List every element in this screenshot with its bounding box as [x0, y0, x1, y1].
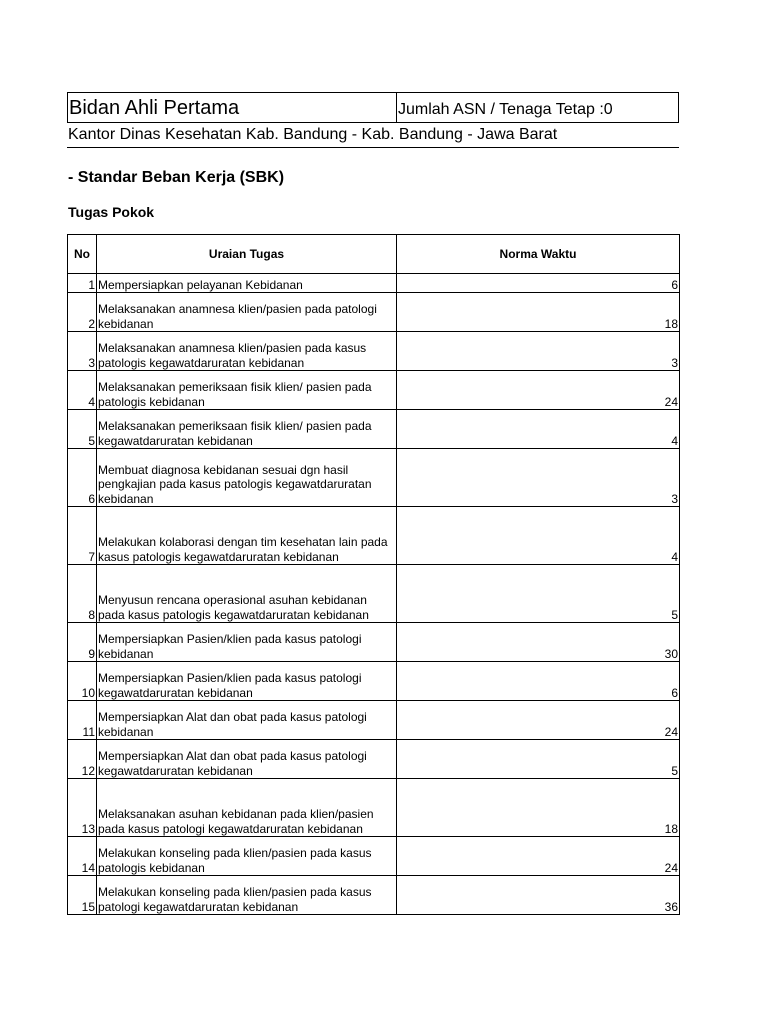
task-description: Melaksanakan anamnesa klien/pasien pada kasus patologis kegawatdaruratan kebidanan — [97, 332, 397, 371]
row-number: 6 — [68, 449, 97, 507]
norm-time: 4 — [397, 410, 680, 449]
table-row — [68, 837, 680, 876]
task-table — [67, 234, 680, 915]
header-norm: Norma Waktu — [397, 235, 680, 274]
norm-time: 6 — [397, 662, 680, 701]
task-description: Melaksanakan asuhan kebidanan pada klien/pasien pada kasus patologi kegawatdaruratan kebidanan — [97, 779, 397, 837]
table-row — [68, 507, 680, 565]
header-row — [67, 92, 679, 123]
table-row — [68, 662, 680, 701]
norm-time: 24 — [397, 371, 680, 410]
norm-time: 36 — [397, 876, 680, 915]
row-number: 4 — [68, 371, 97, 410]
row-number: 12 — [68, 740, 97, 779]
row-number: 15 — [68, 876, 97, 915]
sheet — [67, 92, 679, 914]
task-description: Mempersiapkan Alat dan obat pada kasus patologi kegawatdaruratan kebidanan — [97, 740, 397, 779]
row-number: 1 — [68, 274, 97, 293]
task-description: Melaksanakan pemeriksaan fisik klien/ pasien pada kegawatdaruratan kebidanan — [97, 410, 397, 449]
row-number: 2 — [68, 293, 97, 332]
task-description: Mempersiapkan Pasien/klien pada kasus patologi kebidanan — [97, 623, 397, 662]
norm-time: 18 — [397, 293, 680, 332]
norm-time: 24 — [397, 837, 680, 876]
position-title: Bidan Ahli Pertama — [68, 93, 397, 122]
row-number: 8 — [68, 565, 97, 623]
norm-time: 30 — [397, 623, 680, 662]
table-row — [68, 371, 680, 410]
office-name: Kantor Dinas Kesehatan Kab. Bandung - Kab. Bandung - Jawa Barat — [67, 123, 679, 148]
row-number: 14 — [68, 837, 97, 876]
task-description: Mempersiapkan Alat dan obat pada kasus patologi kebidanan — [97, 701, 397, 740]
norm-time: 5 — [397, 740, 680, 779]
header-no: No — [68, 235, 97, 274]
norm-time: 3 — [397, 449, 680, 507]
norm-time: 4 — [397, 507, 680, 565]
row-number: 7 — [68, 507, 97, 565]
staff-count: Jumlah ASN / Tenaga Tetap :0 — [398, 101, 613, 118]
norm-time: 18 — [397, 779, 680, 837]
table-row — [68, 701, 680, 740]
task-table-body — [68, 274, 680, 915]
task-description: Melakukan konseling pada klien/pasien pada kasus patologis kebidanan — [97, 837, 397, 876]
row-number: 3 — [68, 332, 97, 371]
norm-time: 5 — [397, 565, 680, 623]
norm-time: 24 — [397, 701, 680, 740]
task-description: Membuat diagnosa kebidanan sesuai dgn hasil pengkajian pada kasus patologis kegawatdaruratan kebidanan — [97, 449, 397, 507]
table-row — [68, 274, 680, 293]
task-description: Melaksanakan anamnesa klien/pasien pada patologi kebidanan — [97, 293, 397, 332]
task-description: Melaksanakan pemeriksaan fisik klien/ pasien pada patologis kebidanan — [97, 371, 397, 410]
task-description: Melakukan kolaborasi dengan tim kesehatan lain pada kasus patologis kegawatdaruratan kebidanan — [97, 507, 397, 565]
table-row — [68, 332, 680, 371]
norm-time: 3 — [397, 332, 680, 371]
task-description: Mempersiapkan Pasien/klien pada kasus patologi kegawatdaruratan kebidanan — [97, 662, 397, 701]
table-row — [68, 449, 680, 507]
table-header-row — [68, 235, 680, 274]
norm-time: 6 — [397, 274, 680, 293]
section-title: - Standar Beban Kerja (SBK) — [68, 169, 285, 186]
header-task: Uraian Tugas — [97, 235, 397, 274]
table-row — [68, 876, 680, 915]
row-number: 13 — [68, 779, 97, 837]
table-row — [68, 623, 680, 662]
row-number: 9 — [68, 623, 97, 662]
row-number: 5 — [68, 410, 97, 449]
row-number: 11 — [68, 701, 97, 740]
table-row — [68, 565, 680, 623]
row-number: 10 — [68, 662, 97, 701]
table-row — [68, 293, 680, 332]
task-description: Melakukan konseling pada klien/pasien pada kasus patologi kegawatdaruratan kebidanan — [97, 876, 397, 915]
task-description: Mempersiapkan pelayanan Kebidanan — [97, 274, 397, 293]
sub-title: Tugas Pokok — [68, 204, 155, 220]
task-description: Menyusun rencana operasional asuhan kebidanan pada kasus patologis kegawatdaruratan kebidanan — [97, 565, 397, 623]
table-row — [68, 410, 680, 449]
table-row — [68, 779, 680, 837]
table-row — [68, 740, 680, 779]
